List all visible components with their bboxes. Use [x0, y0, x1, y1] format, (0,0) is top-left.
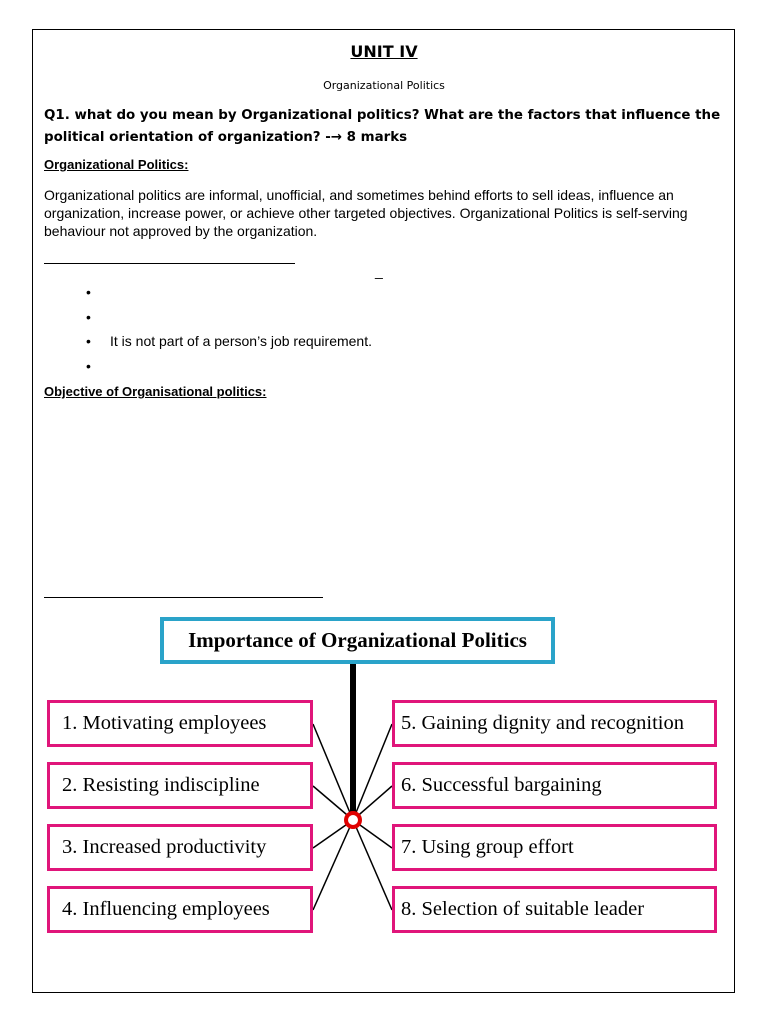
question-text: Q1. what do you mean by Organizational politics? What are the factors that influence the political orientation of organization? -→ 8 marks: [44, 108, 721, 145]
objective-heading: Objective of Organisational politics:: [44, 384, 267, 399]
diagram-title: Importance of Organizational Politics: [160, 617, 555, 664]
importance-item-6: 6. Successful bargaining: [392, 762, 717, 809]
importance-item-3: 3. Increased productivity: [47, 824, 313, 871]
dash-mark: _: [375, 263, 383, 279]
importance-item-2: 2. Resisting indiscipline: [47, 762, 313, 809]
politics-heading: Organizational Politics:: [44, 157, 189, 172]
bullet-marker-1: •: [86, 284, 91, 300]
bullet-marker-3: •: [86, 333, 91, 349]
connector-5: [353, 724, 392, 820]
unit-title: UNIT IV: [350, 42, 418, 61]
page-subtitle: Organizational Politics: [323, 79, 445, 92]
importance-item-8: 8. Selection of suitable leader: [392, 886, 717, 933]
bullet-marker-4: •: [86, 358, 91, 374]
importance-item-7: 7. Using group effort: [392, 824, 717, 871]
connector-1: [313, 724, 353, 820]
importance-item-1: 1. Motivating employees: [47, 700, 313, 747]
bullet-marker-2: •: [86, 309, 91, 325]
hub-circle: [346, 813, 360, 827]
importance-item-4: 4. Influencing employees: [47, 886, 313, 933]
bullet-text-3: It is not part of a person’s job requirement.: [110, 333, 372, 349]
politics-paragraph: Organizational politics are informal, unofficial, and sometimes behind efforts to sell ideas, influence an organization, increase power, or achieve other targeted objectives. Organizational Politics is self-serving behaviour not approved by the organization.: [44, 187, 688, 239]
importance-item-5: 5. Gaining dignity and recognition: [392, 700, 717, 747]
